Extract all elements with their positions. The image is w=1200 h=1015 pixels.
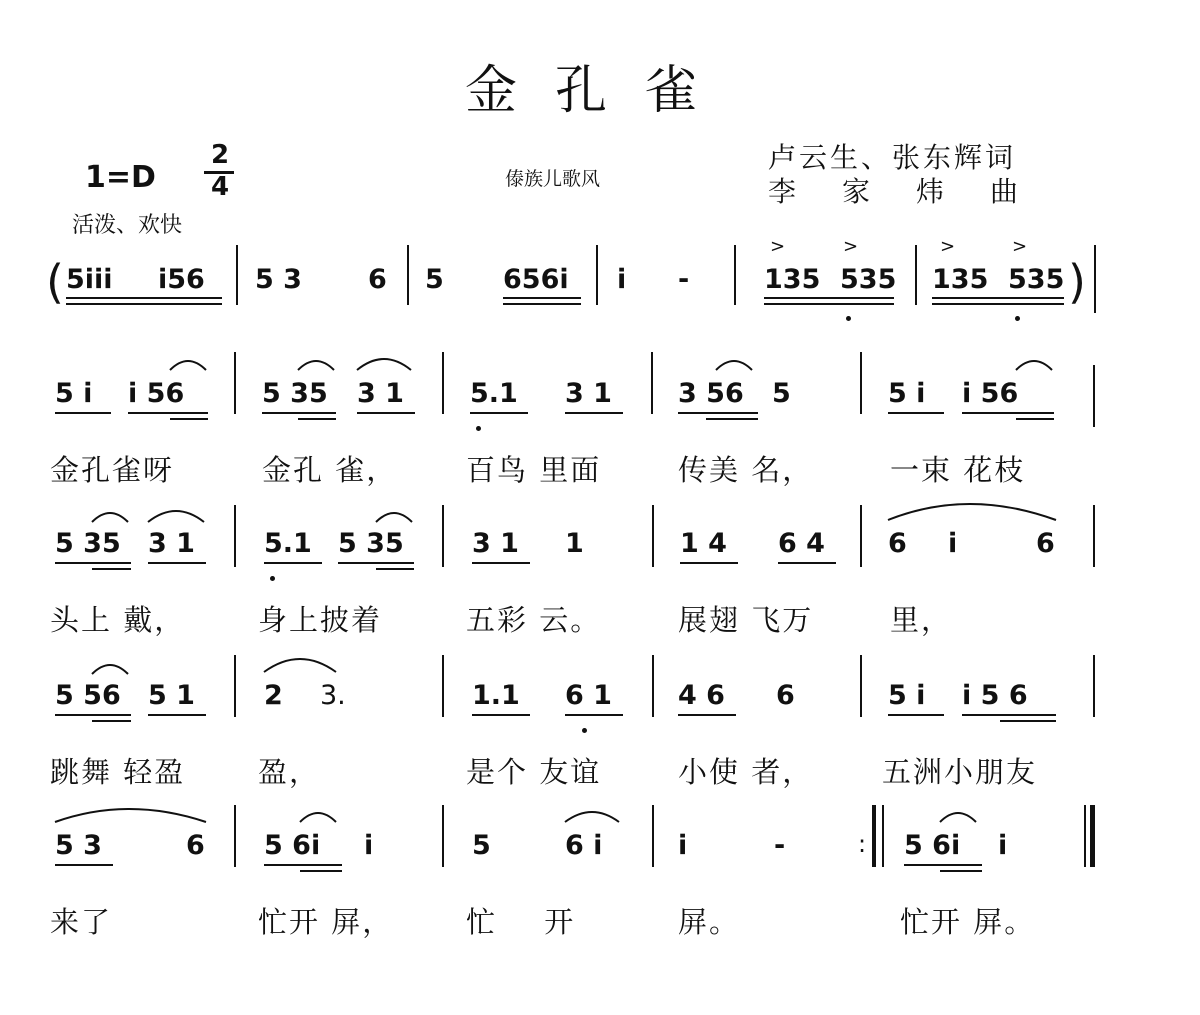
repeat-dots: : xyxy=(858,830,867,858)
melody-note: 3. xyxy=(320,680,346,711)
lyric-text: 盈， xyxy=(258,755,321,789)
melody-note: 5 35 xyxy=(262,378,328,409)
melody-note: 5 xyxy=(472,830,491,861)
melody-note: 6 xyxy=(888,528,907,559)
intro-note: 135 xyxy=(764,264,821,295)
intro-note: 535 xyxy=(1008,264,1065,295)
lyric-text: 百鸟 里面 xyxy=(466,453,602,487)
intro-note: 535 xyxy=(840,264,897,295)
time-signature-numerator: 2 xyxy=(210,140,230,170)
slur xyxy=(92,665,128,674)
lyric-text: 忙开 屏。 xyxy=(900,905,1036,939)
intro-note: i̇ xyxy=(617,264,627,295)
intro-note: 6 xyxy=(368,264,387,295)
melody-note: i̇ 56 xyxy=(128,378,185,409)
melody-note: 3 56 xyxy=(678,378,744,409)
melody-note: 1.1 xyxy=(472,680,520,711)
lyric-text: 跳舞 轻盈 xyxy=(50,755,186,789)
melody-note: 5 6i̇ xyxy=(264,830,321,861)
lyric-text: 屏。 xyxy=(678,905,741,939)
slur xyxy=(716,361,752,370)
lyric-text: 来了 xyxy=(50,905,113,939)
melody-note: 5 6i̇ xyxy=(904,830,961,861)
key-signature: 1=D xyxy=(85,160,156,195)
melody-note: i̇ 56 xyxy=(962,378,1019,409)
melody-note: 5.1 xyxy=(264,528,312,559)
slur xyxy=(376,513,412,522)
close-parenthesis: ) xyxy=(1068,255,1086,309)
melody-note: i̇ xyxy=(678,830,688,861)
melody-note: 3 1 xyxy=(472,528,519,559)
intro-note: 5 xyxy=(425,264,444,295)
melody-note: 5 3 xyxy=(55,830,102,861)
open-parenthesis: ( xyxy=(46,255,64,309)
slur xyxy=(55,809,206,822)
lyric-text: 展翅 飞万 xyxy=(678,603,814,637)
melody-note: 6 xyxy=(1036,528,1055,559)
style-marking: 傣族儿歌风 xyxy=(505,168,601,190)
melody-note: 3 1 xyxy=(148,528,195,559)
melody-note: 4 6 xyxy=(678,680,725,711)
melody-note: 1 4 xyxy=(680,528,727,559)
intro-note: 5 3 xyxy=(255,264,302,295)
lyric-text: 传美 名， xyxy=(678,453,814,487)
melody-note: 2 xyxy=(264,680,283,711)
song-title: 金孔雀 xyxy=(464,61,735,121)
melody-note: 5 1 xyxy=(148,680,195,711)
melody-note: 5 56 xyxy=(55,680,121,711)
melody-note: 6 xyxy=(186,830,205,861)
melody-note: 5 i̇ xyxy=(888,680,926,711)
slur xyxy=(357,359,411,370)
lyric-text: 五彩 云。 xyxy=(466,603,602,637)
melody-note: - xyxy=(774,830,786,861)
melody-note: i̇ xyxy=(948,528,958,559)
slur xyxy=(92,513,128,522)
slur xyxy=(298,361,334,370)
lyric-text: 金孔 雀， xyxy=(262,453,398,487)
melody-note: 6 1 xyxy=(565,680,612,711)
intro-note: 5i̇i̇i̇ xyxy=(66,264,113,295)
melody-note: i̇ xyxy=(364,830,374,861)
melody-note: 6 xyxy=(776,680,795,711)
lyric-text: 金孔雀呀 xyxy=(50,453,175,487)
tempo-marking: 活泼、欢快 xyxy=(72,213,183,238)
intro-note: - xyxy=(678,264,690,295)
lyric-text: 身上披着 xyxy=(258,603,383,637)
slur xyxy=(300,813,336,822)
melody-note: 3 1 xyxy=(357,378,404,409)
lyric-text: 一束 花枝 xyxy=(890,453,1026,487)
lyric-text: 五洲小朋友 xyxy=(882,755,1038,789)
slur xyxy=(1016,361,1052,370)
lyric-text: 里， xyxy=(890,603,953,637)
melody-note: 6 4 xyxy=(778,528,825,559)
slur xyxy=(170,361,206,370)
melody-note: i̇ 5 6 xyxy=(962,680,1028,711)
intro-note: 656i̇ xyxy=(503,264,569,295)
composer-credit: 李家炜曲 xyxy=(768,175,1065,208)
lyric-text: 小使 者， xyxy=(678,755,814,789)
intro-note: i̇56 xyxy=(158,264,205,295)
melody-note: 6 i̇ xyxy=(565,830,603,861)
melody-note: 3 1 xyxy=(565,378,612,409)
lyric-text: 是个 友谊 xyxy=(466,755,602,789)
time-signature-denominator: 4 xyxy=(210,172,230,202)
intro-note: 135 xyxy=(932,264,989,295)
slur xyxy=(148,511,204,522)
slur xyxy=(888,504,1056,520)
melody-note: 5 35 xyxy=(338,528,404,559)
melody-note: 5 i̇ xyxy=(888,378,926,409)
melody-note: i̇ xyxy=(998,830,1008,861)
melody-note: 5 i̇ xyxy=(55,378,93,409)
melody-note: 5.1 xyxy=(470,378,518,409)
slur xyxy=(565,812,619,822)
lyric-text: 忙开 屏， xyxy=(258,905,394,939)
lyric-text: 忙 开 xyxy=(466,905,594,939)
slur xyxy=(264,659,336,672)
melody-note: 5 35 xyxy=(55,528,121,559)
lyric-text: 头上 戴， xyxy=(50,603,186,637)
slur xyxy=(940,813,976,822)
melody-note: 1 xyxy=(565,528,584,559)
lyricist-credit: 卢云生、张东辉词 xyxy=(768,141,1017,174)
melody-note: 5 xyxy=(772,378,791,409)
